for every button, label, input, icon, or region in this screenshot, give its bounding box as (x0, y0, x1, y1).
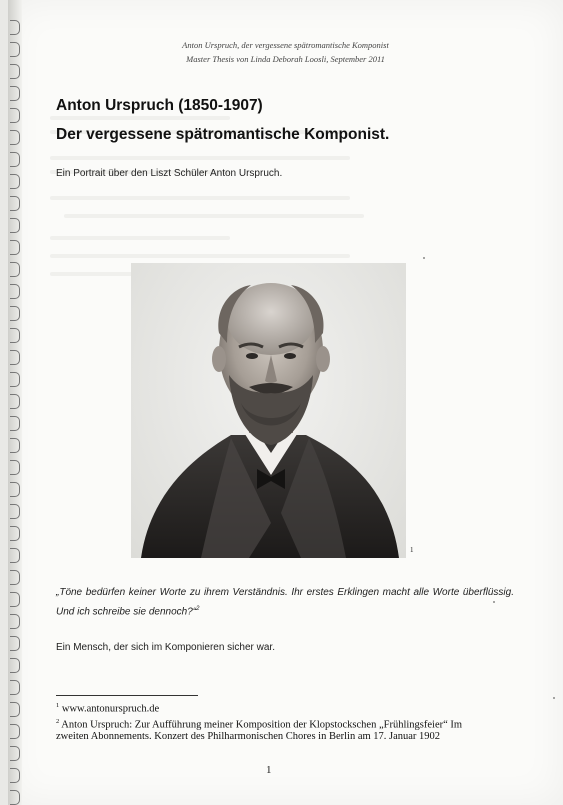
binding-ring (10, 262, 20, 277)
binding-ring (10, 636, 20, 651)
portrait-photo (131, 263, 406, 558)
binding-ring (10, 548, 20, 563)
binding-ring (10, 64, 20, 79)
binding-ring (10, 570, 20, 585)
header-line-2: Master Thesis von Linda Deborah Loosli, September 2011 (186, 54, 385, 64)
binding-ring (10, 504, 20, 519)
subtitle: Ein Portrait über den Liszt Schüler Anton Urspruch. (56, 168, 283, 179)
footnote-1 (56, 700, 496, 716)
binding-ring (10, 328, 20, 343)
binding-ring (10, 614, 20, 629)
quote-text: „Töne bedürfen keiner Worte zu ihrem Verständnis. Ihr erstes Erklingen macht alle Worte überflüssig. Und ich schreibe sie dennoch?“ (56, 587, 514, 618)
title-line-1: Anton Urspruch (1850-1907) (56, 97, 263, 114)
binding-ring (10, 240, 20, 255)
binding-ring (10, 130, 20, 145)
footnote-separator (56, 695, 198, 696)
binding-ring (10, 592, 20, 607)
binding-ring (10, 218, 20, 233)
show-through-line (50, 236, 230, 240)
portrait-footnote-marker: 1 (410, 546, 414, 554)
binding-ring (10, 724, 20, 739)
scan-speck (493, 601, 495, 603)
show-through-line (50, 196, 350, 200)
show-through-line (50, 116, 230, 120)
binding-ring (10, 702, 20, 717)
binding-ring (10, 526, 20, 541)
binding-ring (10, 790, 20, 805)
quote-footnote-marker: 2 (196, 606, 200, 612)
show-through-line (64, 214, 364, 218)
binding-ring (10, 152, 20, 167)
show-through-line (50, 156, 350, 160)
binding-ring (10, 372, 20, 387)
show-through-line (50, 254, 350, 258)
spiral-binding (8, 0, 22, 805)
binding-ring (10, 284, 20, 299)
binding-ring (10, 86, 20, 101)
title-line-2: Der vergessene spätromantische Komponist. (56, 126, 390, 143)
binding-ring (10, 20, 20, 35)
portrait-drawing (131, 263, 406, 558)
binding-ring (10, 438, 20, 453)
page-number: 1 (266, 764, 272, 776)
running-header (8, 38, 563, 66)
binding-ring (10, 108, 20, 123)
binding-ring (10, 658, 20, 673)
binding-ring (10, 196, 20, 211)
document-page (8, 0, 563, 805)
binding-ring (10, 416, 20, 431)
header-line-1: Anton Urspruch, der vergessene spätromantische Komponist (182, 40, 389, 50)
binding-ring (10, 174, 20, 189)
scan-speck (423, 257, 425, 259)
quote (56, 584, 514, 620)
binding-ring (10, 394, 20, 409)
footnote-text: www.antonurspruch.de (61, 703, 160, 715)
closing-sentence: Ein Mensch, der sich im Komponieren sicher war. (56, 642, 275, 653)
footnotes (56, 700, 496, 743)
binding-ring (10, 746, 20, 761)
binding-ring (10, 482, 20, 497)
footnote-text: Anton Urspruch: Zur Aufführung meiner Komposition der Klopstockschen „Frühlingsfeier“ Im zweiten Abonnements. Konzert des Philharmonischen Chores in Berlin am 17. Januar 1902 (56, 719, 463, 742)
binding-ring (10, 460, 20, 475)
footnote-2 (56, 716, 496, 744)
binding-ring (10, 768, 20, 783)
footnote-marker: 2 (56, 717, 60, 725)
scan-speck (553, 697, 555, 699)
binding-ring (10, 306, 20, 321)
footnote-marker: 1 (56, 702, 60, 709)
binding-ring (10, 680, 20, 695)
binding-ring (10, 350, 20, 365)
